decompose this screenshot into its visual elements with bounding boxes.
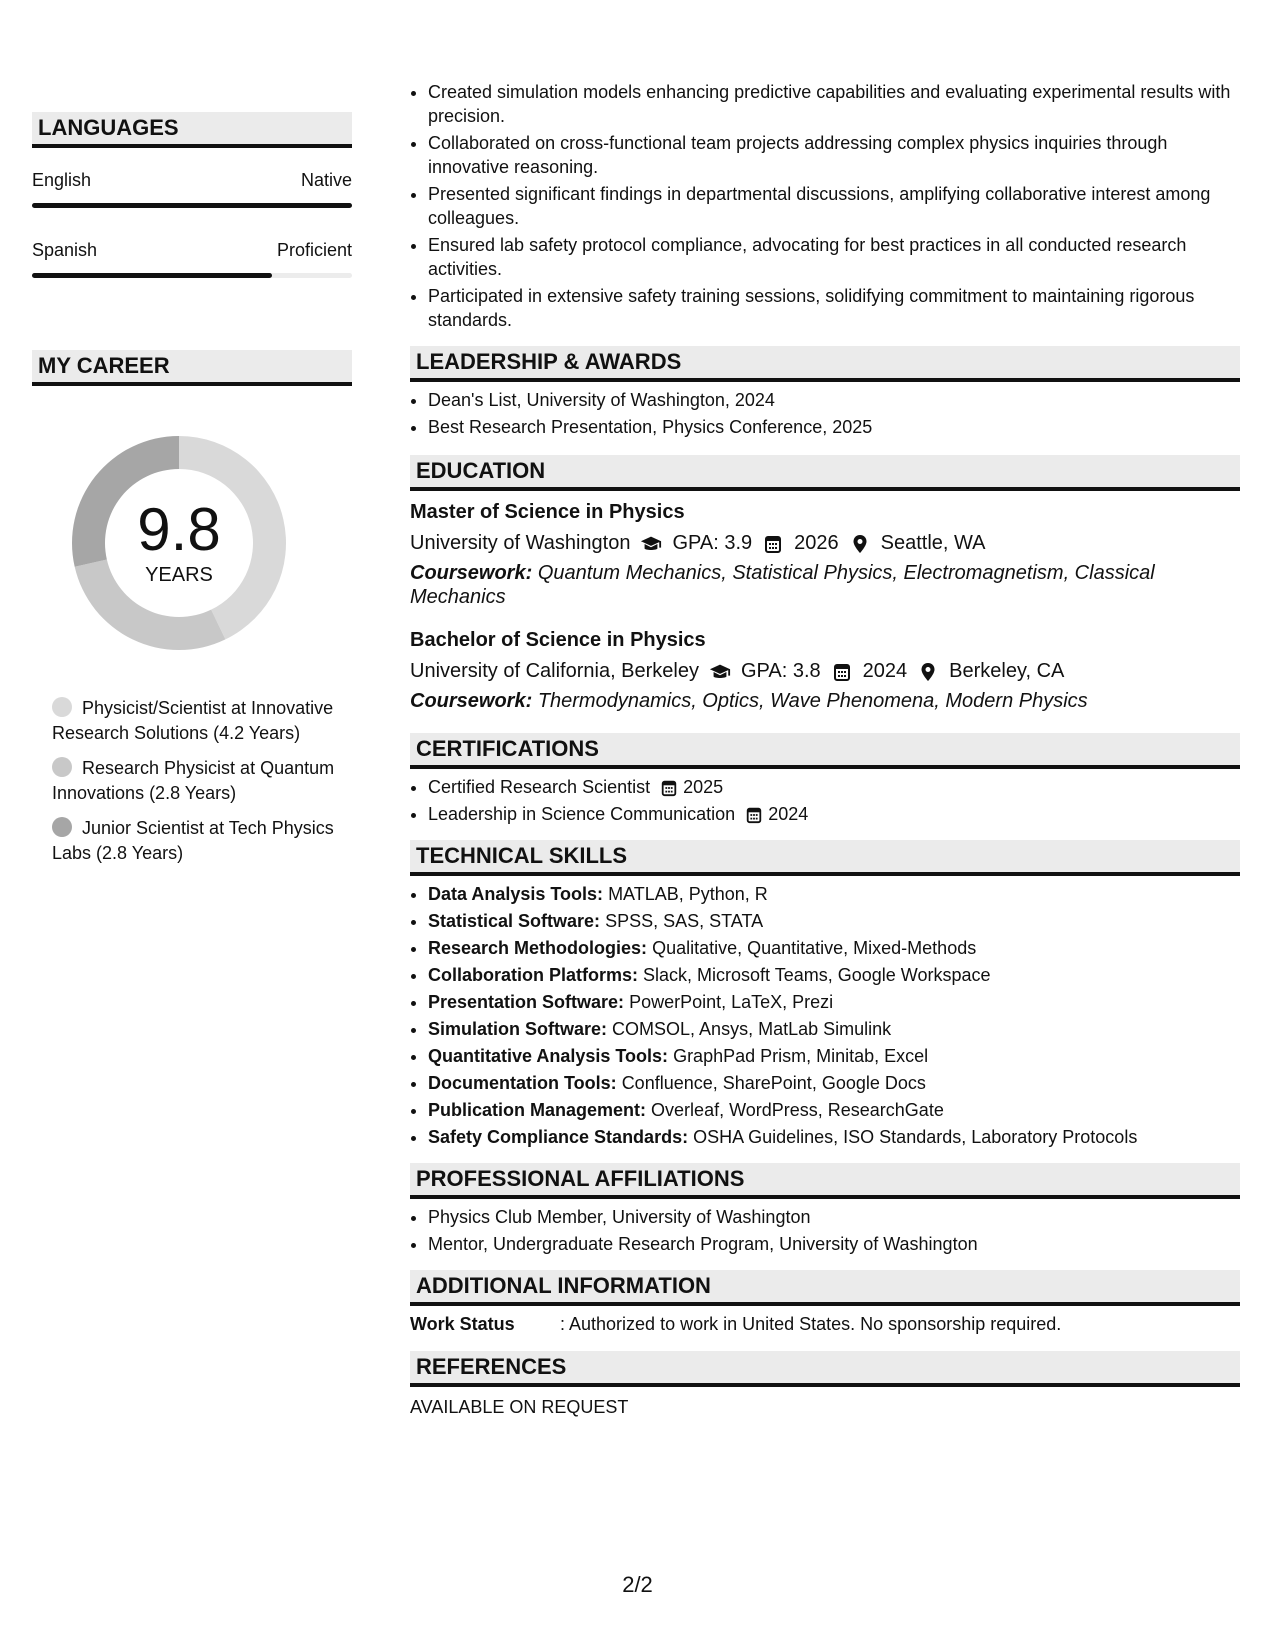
skill-value: SPSS, SAS, STATA [605,911,764,931]
calendar-icon [831,662,853,682]
legend-label: Physicist/Scientist at Innovative Research Solutions (4.2 Years) [52,698,334,743]
certification-name: Leadership in Science Communication [428,804,736,824]
certification-name: Certified Research Scientist [428,777,651,797]
career-heading: MY CAREER [32,350,352,386]
legend-item [52,816,352,866]
left-column [32,112,352,876]
skill-value: PowerPoint, LaTeX, Prezi [629,992,834,1012]
page-number: 2/2 [622,1572,653,1597]
language-name: English [32,170,92,190]
legend-item [52,696,352,746]
list-item: • Ensured lab safety protocol compliance, advocating for best practices in all conducted research activities. [428,233,1240,281]
affiliations-list [410,1205,1240,1256]
list-item: • Physics Club Member, University of Washington [428,1205,1240,1229]
legend-label: Research Physicist at Quantum Innovations (2.8 Years) [52,758,335,803]
list-item [428,1044,1240,1068]
certifications-heading: CERTIFICATIONS [410,733,1240,769]
school-name: University of California, Berkeley [410,660,699,682]
gpa: GPA: 3.8 [741,660,821,682]
right-column [410,80,1240,1418]
graduation-year: 2024 [862,660,908,682]
list-item: • Mentor, Undergraduate Research Program, University of Washington [428,1232,1240,1256]
leadership-heading: LEADERSHIP & AWARDS [410,346,1240,382]
calendar-icon [762,534,784,554]
skill-value: COMSOL, Ansys, MatLab Simulink [612,1019,892,1039]
list-item: • Presented significant findings in departmental discussions, amplifying collaborative interest among colleagues. [428,182,1240,230]
legend-swatch [52,817,72,837]
skill-value: Overleaf, WordPress, ResearchGate [651,1100,944,1120]
skill-value: Slack, Microsoft Teams, Google Workspace [643,965,991,985]
list-item [428,963,1240,987]
certifications-list [410,775,1240,826]
list-item [428,802,1240,826]
coursework: Quantum Mechanics, Statistical Physics, Electromagnetism, Classical Mechanics [410,562,1155,608]
legend-item [52,756,352,806]
skills-heading: TECHNICAL SKILLS [410,840,1240,876]
education-item [410,629,1240,713]
school-location: Seattle, WA [880,532,986,554]
coursework: Thermodynamics, Optics, Wave Phenomena, Modern Physics [537,690,1088,712]
certification-year: 2025 [683,777,724,797]
coursework-label: Coursework: [410,562,533,584]
skill-label: Safety Compliance Standards: [428,1127,689,1147]
list-item [428,909,1240,933]
language-item-spanish [32,240,352,278]
skill-label: Statistical Software: [428,911,601,931]
work-status-label: Work Status [410,1314,515,1334]
skill-label: Simulation Software: [428,1019,608,1039]
calendar-icon [745,806,763,824]
graduation-cap-icon [709,662,731,682]
language-proficiency-bar [32,203,352,208]
list-item [428,1071,1240,1095]
work-status-value: : Authorized to work in United States. No sponsorship required. [560,1314,1062,1334]
list-item [428,1098,1240,1122]
languages-heading: LANGUAGES [32,112,352,148]
coursework-label: Coursework: [410,690,533,712]
language-proficiency-bar [32,273,352,278]
list-item: • Dean's List, University of Washington, 2024 [428,388,1240,412]
certification-year: 2024 [768,804,809,824]
school-location: Berkeley, CA [949,660,1065,682]
skills-list [410,882,1240,1149]
skill-value: GraphPad Prism, Minitab, Excel [673,1046,929,1066]
language-level: Native [300,170,352,190]
degree-title: Bachelor of Science in Physics [410,629,706,651]
references-text: AVAILABLE ON REQUEST [410,1397,629,1417]
legend-swatch [52,697,72,717]
gpa: GPA: 3.9 [672,532,753,554]
list-item [428,775,1240,799]
degree-title: Master of Science in Physics [410,501,685,523]
affiliations-heading: PROFESSIONAL AFFILIATIONS [410,1163,1240,1199]
skill-label: Documentation Tools: [428,1073,617,1093]
list-item: • Created simulation models enhancing predictive capabilities and evaluating experimental results with precision. [428,80,1240,128]
list-item: • Collaborated on cross-functional team projects addressing complex physics inquiries through innovative reasoning. [428,131,1240,179]
leadership-list [410,388,1240,439]
language-level: Proficient [276,240,352,260]
references-heading: REFERENCES [410,1351,1240,1387]
skill-label: Publication Management: [428,1100,647,1120]
list-item [428,936,1240,960]
language-proficiency-fill [32,203,352,208]
additional-info-heading: ADDITIONAL INFORMATION [410,1270,1240,1306]
legend-swatch [52,757,72,777]
skill-value: OSHA Guidelines, ISO Standards, Laboratory Protocols [693,1127,1138,1147]
skill-label: Data Analysis Tools: [428,884,604,904]
skill-value: Confluence, SharePoint, Google Docs [621,1073,926,1093]
language-item-english [32,170,352,208]
skill-value: MATLAB, Python, R [608,884,768,904]
list-item [428,882,1240,906]
graduation-cap-icon [640,534,662,554]
experience-bullets [410,80,1240,332]
calendar-icon [660,779,678,797]
map-pin-icon [849,534,871,554]
career-total-unit: YEARS [145,563,213,586]
career-donut-chart [64,428,294,658]
education-heading: EDUCATION [410,455,1240,491]
skill-label: Collaboration Platforms: [428,965,639,985]
skill-label: Presentation Software: [428,992,625,1012]
education-item [410,501,1240,609]
skill-label: Research Methodologies: [428,938,648,958]
legend-label: Junior Scientist at Tech Physics Labs (2.8 Years) [52,818,334,863]
list-item: • Best Research Presentation, Physics Conference, 2025 [428,415,1240,439]
school-name: University of Washington [410,532,631,554]
skill-value: Qualitative, Quantitative, Mixed-Methods [652,938,977,958]
graduation-year: 2026 [794,532,839,554]
language-name: Spanish [32,240,98,260]
career-legend [32,696,352,866]
list-item [428,1125,1240,1149]
list-item: • Participated in extensive safety training sessions, solidifying commitment to maintaining rigorous standards. [428,284,1240,332]
language-proficiency-fill [32,273,272,278]
list-item [428,990,1240,1014]
skill-label: Quantitative Analysis Tools: [428,1046,669,1066]
map-pin-icon [917,662,939,682]
work-status-row [410,1314,1240,1335]
career-total-years: 9.8 [137,495,221,563]
list-item [428,1017,1240,1041]
